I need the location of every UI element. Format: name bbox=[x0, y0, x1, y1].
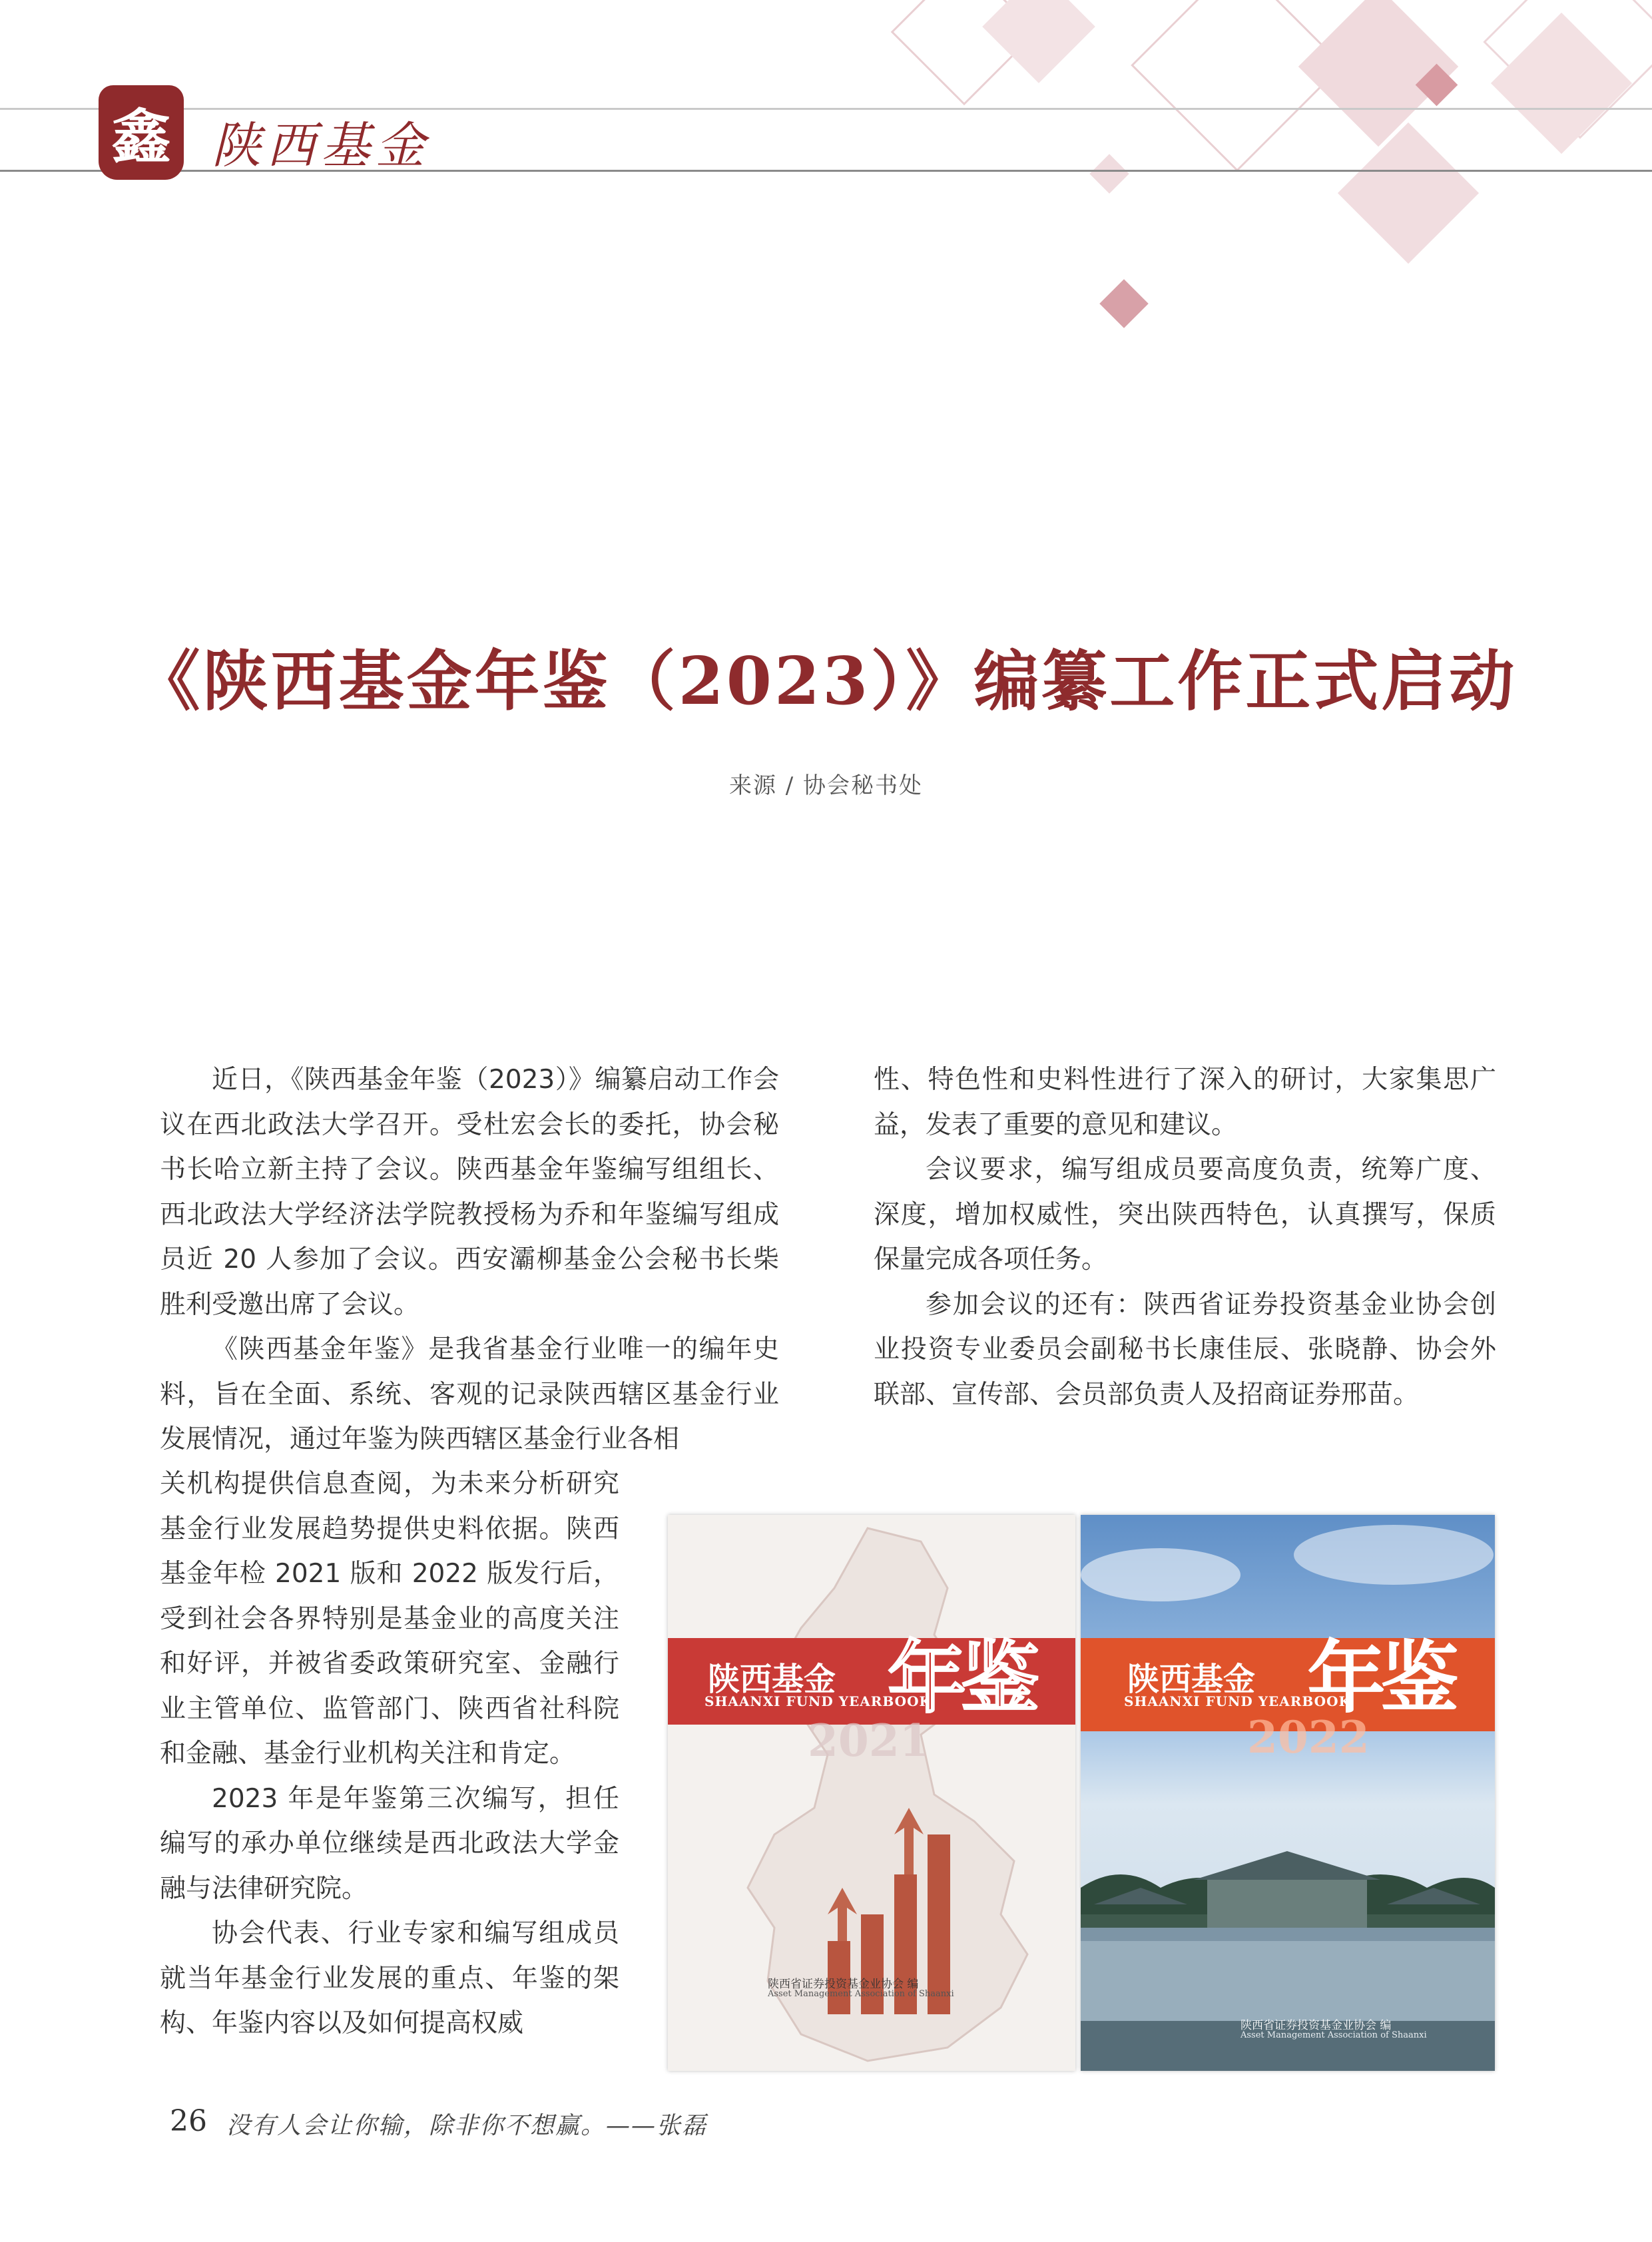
paragraph-continued: 关机构提供信息查阅，为未来分析研究基金行业发展趋势提供史料依据。陕西基金年检 2021 版和 2022 版发行后，受到社会各界特别是基金业的高度关注和好评，并被省委政策研究室、金融行业主管单位、监管部门、陕西省社科院和金融、基金行业机构关注和肯定。 bbox=[160, 1469, 619, 1769]
building-photo-illustration bbox=[1081, 1515, 1495, 2071]
paragraph-continued: 性、特色性和史料性进行了深入的研讨，大家集思广益，发表了重要的意见和建议。 bbox=[874, 1065, 1496, 1140]
page-number: 26 bbox=[170, 2104, 207, 2138]
paragraph: 参加会议的还有：陕西省证券投资基金业协会创业投资专业委员会副秘书长康佳辰、张晓静、协会外联部、宣传部、会员部负责人及招商证券邢苗。 bbox=[874, 1289, 1496, 1410]
brand-logo-glyph: 鑫 bbox=[111, 102, 170, 171]
paragraph: 协会代表、行业专家和编写组成员就当年基金行业发展的重点、年鉴的架构、年鉴内容以及如何提高权威 bbox=[160, 1918, 619, 2038]
brand-logo bbox=[99, 85, 184, 180]
body-column-right bbox=[874, 1057, 1496, 1417]
cover-title-cn: 陕西基金 bbox=[708, 1661, 836, 1698]
cover-publisher-en: Asset Management Association of Shaanxi bbox=[768, 1989, 954, 1999]
paragraph: 《陕西基金年鉴》是我省基金行业唯一的编年史料，旨在全面、系统、客观的记录陕西辖区基金行业发展情况，通过年鉴为陕西辖区基金行业各相 bbox=[160, 1334, 779, 1454]
body-column-left bbox=[160, 1057, 779, 1462]
cover-year: 2022 bbox=[1247, 1711, 1370, 1763]
body-column-left-narrow bbox=[160, 1462, 619, 2046]
footer-quote: 没有人会让你输，除非你不想赢。——张磊 bbox=[226, 2112, 708, 2139]
cover-title-big: 年鉴 bbox=[888, 1631, 1035, 1724]
yearbook-cover-2022 bbox=[1081, 1515, 1495, 2071]
decor-diamond-outline bbox=[1131, 0, 1344, 172]
cover-publisher-en: Asset Management Association of Shaanxi bbox=[1240, 2030, 1427, 2040]
decor-diamond bbox=[982, 0, 1095, 83]
decor-diamond bbox=[1338, 123, 1479, 264]
cover-publisher: 陕西省证券投资基金业协会 编 bbox=[768, 1978, 919, 1991]
article-source: 来源 / 协会秘书处 bbox=[728, 772, 924, 799]
cover-title-en: SHAANXI FUND YEARBOOK bbox=[704, 1693, 932, 1709]
decor-diamond bbox=[1099, 279, 1149, 328]
paragraph: 会议要求，编写组成员要高度负责，统筹广度、深度，增加权威性，突出陕西特色，认真撰写，保质保量完成各项任务。 bbox=[874, 1155, 1496, 1274]
paragraph: 近日，《陕西基金年鉴（2023）》编纂启动工作会议在西北政法大学召开。受杜宏会长的委托，协会秘书长哈立新主持了会议。陕西基金年鉴编写组组长、西北政法大学经济法学院教授杨为乔和年鉴编写组成员近 20 人参加了会议。西安灞柳基金公会秘书长柴胜利受邀出席了会议。 bbox=[160, 1065, 779, 1320]
cover-title-cn: 陕西基金 bbox=[1127, 1661, 1256, 1698]
paragraph: 2023 年是年鉴第三次编写，担任编写的承办单位继续是西北政法大学金融与法律研究院。 bbox=[160, 1783, 619, 1904]
cover-publisher: 陕西省证券投资基金业协会 编 bbox=[1240, 2019, 1392, 2032]
decor-diamond bbox=[1089, 154, 1129, 193]
cover-title-en: SHAANXI FUND YEARBOOK bbox=[1124, 1693, 1351, 1709]
cover-year: 2021 bbox=[808, 1715, 930, 1767]
yearbook-cover-2021 bbox=[668, 1515, 1075, 2071]
article-title: 《陕西基金年鉴（2023）》编纂工作正式启动 bbox=[135, 643, 1517, 720]
cover-title-big: 年鉴 bbox=[1307, 1631, 1454, 1724]
brand-name: 陕西基金 bbox=[212, 117, 430, 174]
